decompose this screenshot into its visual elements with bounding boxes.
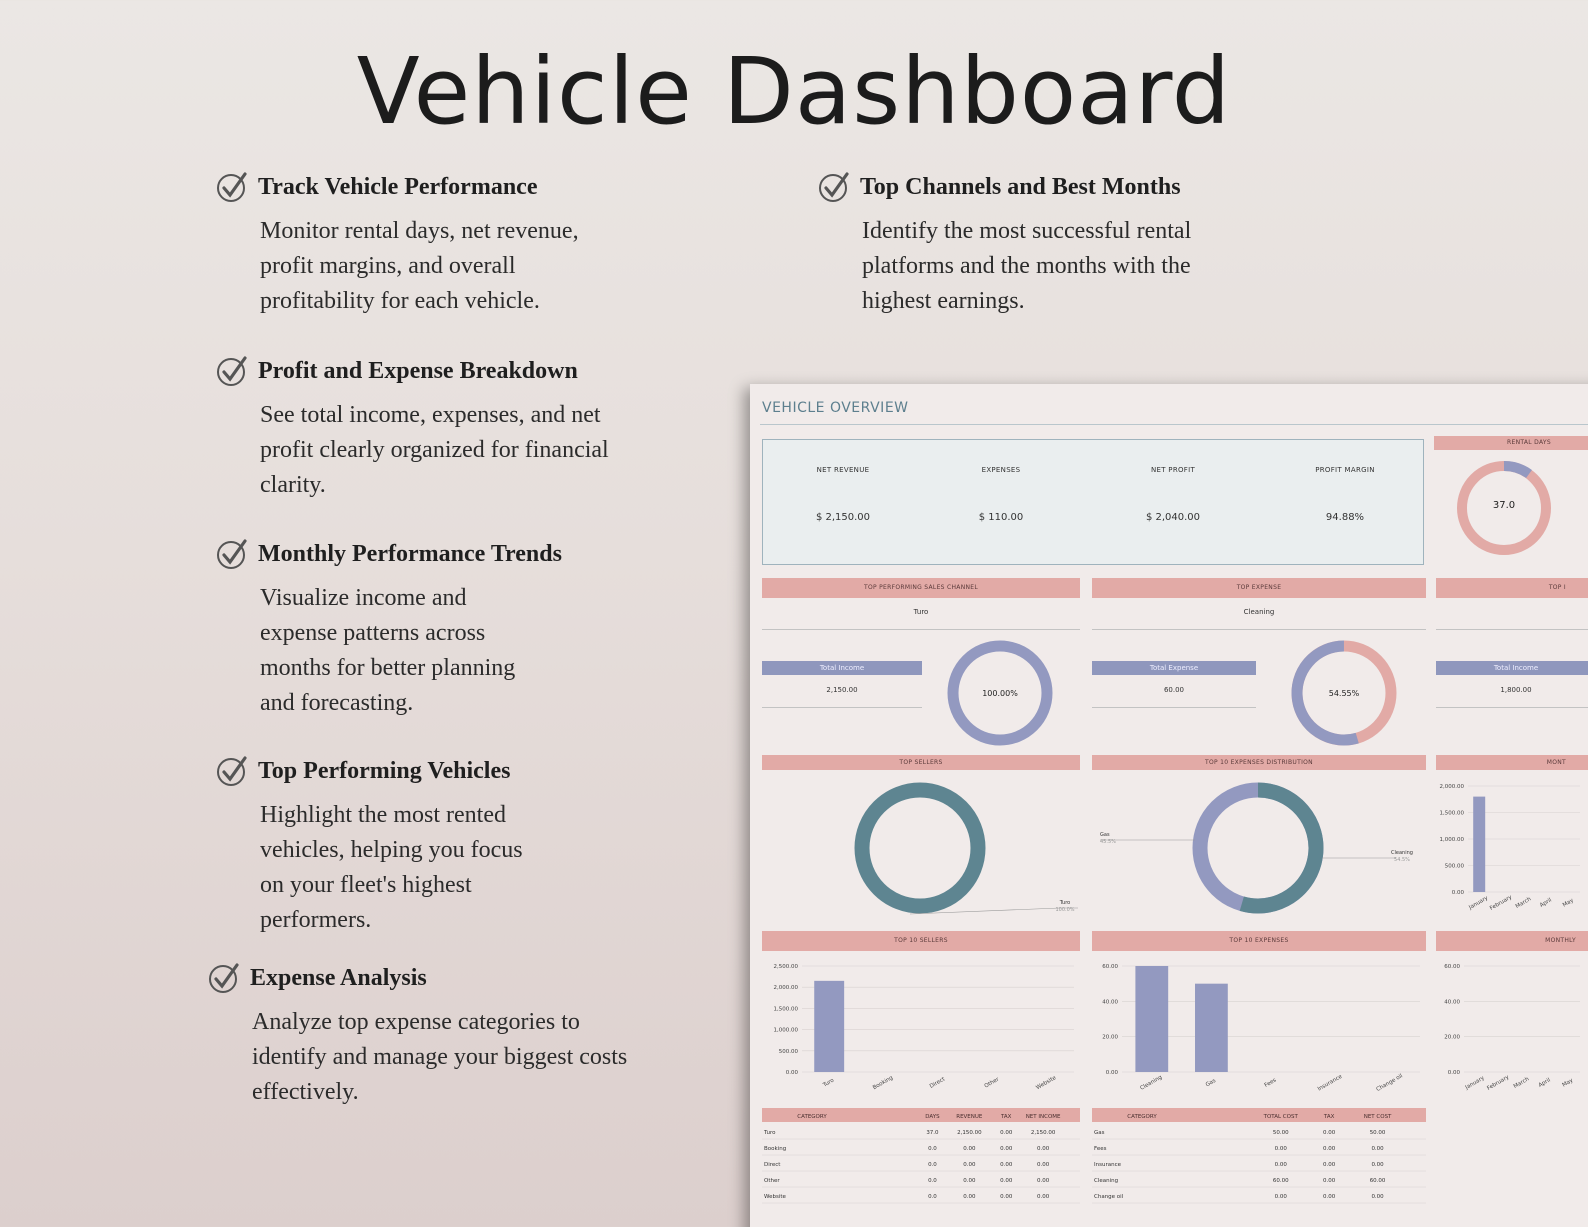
table-cell: 50.00 (1369, 1130, 1386, 1136)
monthly-expenses-chart (1436, 954, 1586, 1104)
table-cell: 0.00 (963, 1178, 976, 1184)
total-income-value-2: 1,800.00 (1500, 686, 1532, 694)
y-tick-label: 500.00 (778, 1048, 798, 1055)
divider (1436, 629, 1588, 630)
feature-description: See total income, expenses, and net profit clearly organized for financial clarity. (260, 402, 609, 498)
band-top10-expenses: TOP 10 EXPENSES (1092, 931, 1426, 951)
y-tick-label: 40.00 (1102, 999, 1118, 1006)
sellers-legend-pct: 100.0% (1055, 907, 1075, 913)
table-cell: 0.00 (1036, 1178, 1050, 1184)
bar (814, 981, 844, 1072)
x-tick-label: March (1514, 896, 1533, 910)
expenses-table (1092, 1108, 1426, 1208)
band-monthly-2: MONTHLY (1436, 931, 1588, 951)
table-cell: 0.00 (1274, 1194, 1287, 1200)
dashboard-title: VEHICLE OVERVIEW (762, 400, 909, 416)
y-tick-label: 20.00 (1102, 1034, 1118, 1041)
divider (762, 707, 922, 708)
feature-title: Expense Analysis (250, 964, 427, 991)
channel-pct: 100.00% (982, 689, 1018, 698)
x-tick-label: Website (1035, 1075, 1058, 1092)
exp-legend-cleaning: Cleaning (1391, 850, 1413, 856)
y-tick-label: 2,000.00 (773, 985, 798, 992)
top-expense-name: Cleaning (1243, 608, 1275, 616)
table-cell: 0.00 (963, 1146, 976, 1152)
monthly-income-chart (1436, 774, 1586, 924)
y-tick-label: 1,000.00 (1439, 837, 1464, 843)
pill-total-income-2: Total Income (1436, 661, 1588, 675)
table-cell: 0.00 (1000, 1162, 1013, 1168)
band-top-expense: TOP EXPENSE (1092, 578, 1426, 598)
x-tick-label: Cleaning (1139, 1074, 1164, 1092)
table-cell: 0.00 (1323, 1130, 1336, 1136)
table-cell: 0.00 (1371, 1162, 1384, 1168)
table-cell: 37.0 (926, 1130, 939, 1136)
x-tick-label: February (1489, 894, 1514, 912)
pill-total-income: Total Income (762, 661, 922, 675)
table-cell: 0.00 (1036, 1162, 1050, 1168)
table-cell: 0.00 (1000, 1146, 1013, 1152)
checkmark-icon (216, 354, 250, 388)
x-tick-label: Direct (928, 1076, 947, 1090)
table-header-cell: CATEGORY (1127, 1114, 1157, 1120)
table-cell: Website (764, 1194, 786, 1200)
total-expense-value: 60.00 (1163, 686, 1185, 694)
divider (760, 424, 1588, 425)
table-cell: 0.00 (1036, 1146, 1050, 1152)
table-cell: 0.00 (1274, 1146, 1287, 1152)
x-tick-label: May (1561, 1077, 1575, 1089)
x-tick-label: February (1486, 1074, 1511, 1092)
feature-profit-expense (216, 354, 609, 503)
table-cell: 0.0 (928, 1194, 937, 1200)
table-header-cell: CATEGORY (797, 1114, 827, 1120)
table-cell: 0.00 (1036, 1194, 1050, 1200)
feature-title: Monthly Performance Trends (258, 540, 562, 567)
x-tick-label: Booking (871, 1074, 895, 1092)
feature-title: Top Channels and Best Months (860, 173, 1181, 200)
kpi-net-profit: NET PROFIT $ 2,040.00 (1145, 466, 1201, 523)
table-cell: 0.00 (1000, 1178, 1013, 1184)
y-tick-label: 0.00 (785, 1070, 798, 1076)
y-tick-label: 2,000.00 (1439, 784, 1464, 790)
feature-title: Profit and Expense Breakdown (258, 357, 578, 384)
band-monthly-1: MONT (1436, 755, 1588, 770)
x-tick-label: Insurance (1316, 1073, 1344, 1093)
table-cell: 0.00 (1323, 1162, 1336, 1168)
y-tick-label: 1,500.00 (1439, 810, 1464, 817)
table-header-cell: NET INCOME (1025, 1114, 1061, 1120)
table-cell: Other (764, 1178, 780, 1184)
exp-legend-gas-pct: 45.5% (1100, 839, 1116, 845)
page-title: Vehicle Dashboard (356, 38, 1232, 145)
divider (1436, 707, 1588, 708)
band-top10-sellers: TOP 10 SELLERS (762, 931, 1080, 951)
feature-description: Identify the most successful rental platforms and the months with the highest earnings. (862, 218, 1192, 314)
checkmark-icon (216, 537, 250, 571)
bar (1135, 966, 1168, 1072)
sellers-legend-name: Turo (1059, 900, 1071, 906)
bar (1473, 797, 1485, 892)
table-cell: Fees (1094, 1146, 1107, 1152)
table-cell: Direct (764, 1162, 781, 1168)
top-expenses-bar-chart (1092, 954, 1426, 1104)
checkmark-icon (818, 170, 852, 204)
kpi-expenses: EXPENSES $ 110.00 (978, 466, 1024, 523)
top-channel-name: Turo (913, 608, 929, 616)
table-cell: 0.00 (1323, 1178, 1336, 1184)
feature-description: Analyze top expense categories to identify and manage your biggest costs effectively. (252, 1009, 628, 1105)
table-cell: Gas (1094, 1130, 1105, 1136)
checkmark-icon (208, 961, 242, 995)
exp-legend-cleaning-pct: 54.5% (1394, 857, 1410, 863)
sellers-table (762, 1108, 1080, 1208)
exp-legend-gas: Gas (1100, 832, 1110, 838)
pill-total-expense: Total Expense (1092, 661, 1256, 675)
y-tick-label: 60.00 (1102, 964, 1118, 970)
table-cell: Insurance (1094, 1162, 1121, 1168)
feature-top-channels (818, 170, 1191, 319)
divider (1092, 629, 1426, 630)
feature-description: Visualize income and expense patterns across months for better planning and forecasting. (260, 585, 516, 716)
table-cell: 2,150.00 (1030, 1130, 1056, 1136)
x-tick-label: Fees (1263, 1077, 1278, 1089)
y-tick-label: 20.00 (1444, 1034, 1460, 1041)
table-cell: 0.0 (928, 1178, 937, 1184)
table-header-cell: TAX (1000, 1114, 1012, 1120)
y-tick-label: 1,500.00 (773, 1006, 798, 1013)
checkmark-icon (216, 754, 250, 788)
table-cell: 0.00 (1323, 1194, 1336, 1200)
band-rental-days: RENTAL DAYS (1434, 436, 1588, 450)
table-cell: 50.00 (1272, 1130, 1289, 1136)
x-tick-label: Gas (1204, 1077, 1217, 1089)
table-cell: 0.00 (963, 1194, 976, 1200)
x-tick-label: January (1464, 1075, 1486, 1091)
divider (1092, 707, 1256, 708)
table-cell: 0.00 (1000, 1130, 1013, 1136)
feature-title: Top Performing Vehicles (258, 757, 511, 784)
y-tick-label: 0.00 (1447, 1070, 1460, 1076)
table-cell: 0.0 (928, 1146, 937, 1152)
band-third: TOP I (1436, 578, 1588, 598)
x-tick-label: Change oil (1375, 1073, 1404, 1094)
x-tick-label: April (1538, 897, 1553, 909)
table-cell: Change oil (1094, 1194, 1124, 1200)
table-header-cell: DAYS (925, 1114, 940, 1120)
table-header-cell: REVENUE (956, 1114, 983, 1120)
table-cell: 2,150.00 (957, 1130, 982, 1136)
feature-title: Track Vehicle Performance (258, 173, 538, 200)
table-cell: Turo (764, 1130, 776, 1136)
table-cell: Booking (764, 1146, 787, 1152)
y-tick-label: 60.00 (1444, 964, 1460, 970)
rental-days-value: 37.0 (1492, 500, 1516, 511)
feature-top-vehicles (216, 754, 523, 938)
kpi-profit-margin: PROFIT MARGIN 94.88% (1315, 466, 1375, 523)
table-cell: 0.00 (1323, 1146, 1336, 1152)
y-tick-label: 40.00 (1444, 999, 1460, 1006)
band-top-channel: TOP PERFORMING SALES CHANNEL (762, 578, 1080, 598)
y-tick-label: 0.00 (1451, 890, 1464, 896)
feature-track-performance (216, 170, 579, 319)
y-tick-label: 1,000.00 (773, 1027, 798, 1034)
y-tick-label: 2,500.00 (773, 964, 798, 970)
y-tick-label: 0.00 (1105, 1070, 1118, 1076)
table-cell: 0.0 (928, 1162, 937, 1168)
table-cell: 0.00 (1274, 1162, 1287, 1168)
total-income-value: 2,150.00 (826, 686, 858, 694)
table-cell: 0.00 (963, 1162, 976, 1168)
table-header-cell: NET COST (1363, 1114, 1392, 1120)
x-tick-label: March (1512, 1076, 1531, 1090)
expense-pct: 54.55% (1328, 689, 1360, 698)
table-header-cell: TOTAL COST (1263, 1114, 1298, 1120)
feature-monthly-trends (216, 537, 562, 721)
checkmark-icon (216, 170, 250, 204)
x-tick-label: January (1468, 895, 1490, 911)
bar (1195, 984, 1228, 1072)
kpi-net-revenue: NET REVENUE $ 2,150.00 (815, 466, 871, 523)
top-sellers-bar-chart (762, 954, 1080, 1104)
feature-expense-analysis (208, 961, 627, 1110)
x-tick-label: Turo (822, 1077, 836, 1089)
kpi-panel (762, 439, 1424, 565)
table-cell: 60.00 (1272, 1178, 1289, 1184)
table-cell: 0.00 (1371, 1194, 1384, 1200)
table-cell: 0.00 (1000, 1194, 1013, 1200)
band-expenses-distribution: TOP 10 EXPENSES DISTRIBUTION (1092, 755, 1426, 770)
x-tick-label: April (1537, 1077, 1552, 1089)
feature-description: Monitor rental days, net revenue, profit margins, and overall profitability for each vehicle. (260, 218, 579, 314)
table-cell: 60.00 (1369, 1178, 1386, 1184)
table-header-cell: TAX (1323, 1114, 1335, 1120)
dashboard-preview (750, 384, 1588, 1227)
x-tick-label: May (1561, 897, 1575, 909)
y-tick-label: 500.00 (1444, 863, 1464, 870)
x-tick-label: Other (983, 1076, 1001, 1090)
band-top-sellers: TOP SELLERS (762, 755, 1080, 770)
feature-description: Highlight the most rented vehicles, helping you focus on your fleet's highest performers. (260, 802, 523, 933)
exp-leader-lines (1100, 834, 1430, 874)
table-cell: Cleaning (1094, 1178, 1119, 1184)
table-cell: 0.00 (1371, 1146, 1384, 1152)
divider (762, 629, 1080, 630)
